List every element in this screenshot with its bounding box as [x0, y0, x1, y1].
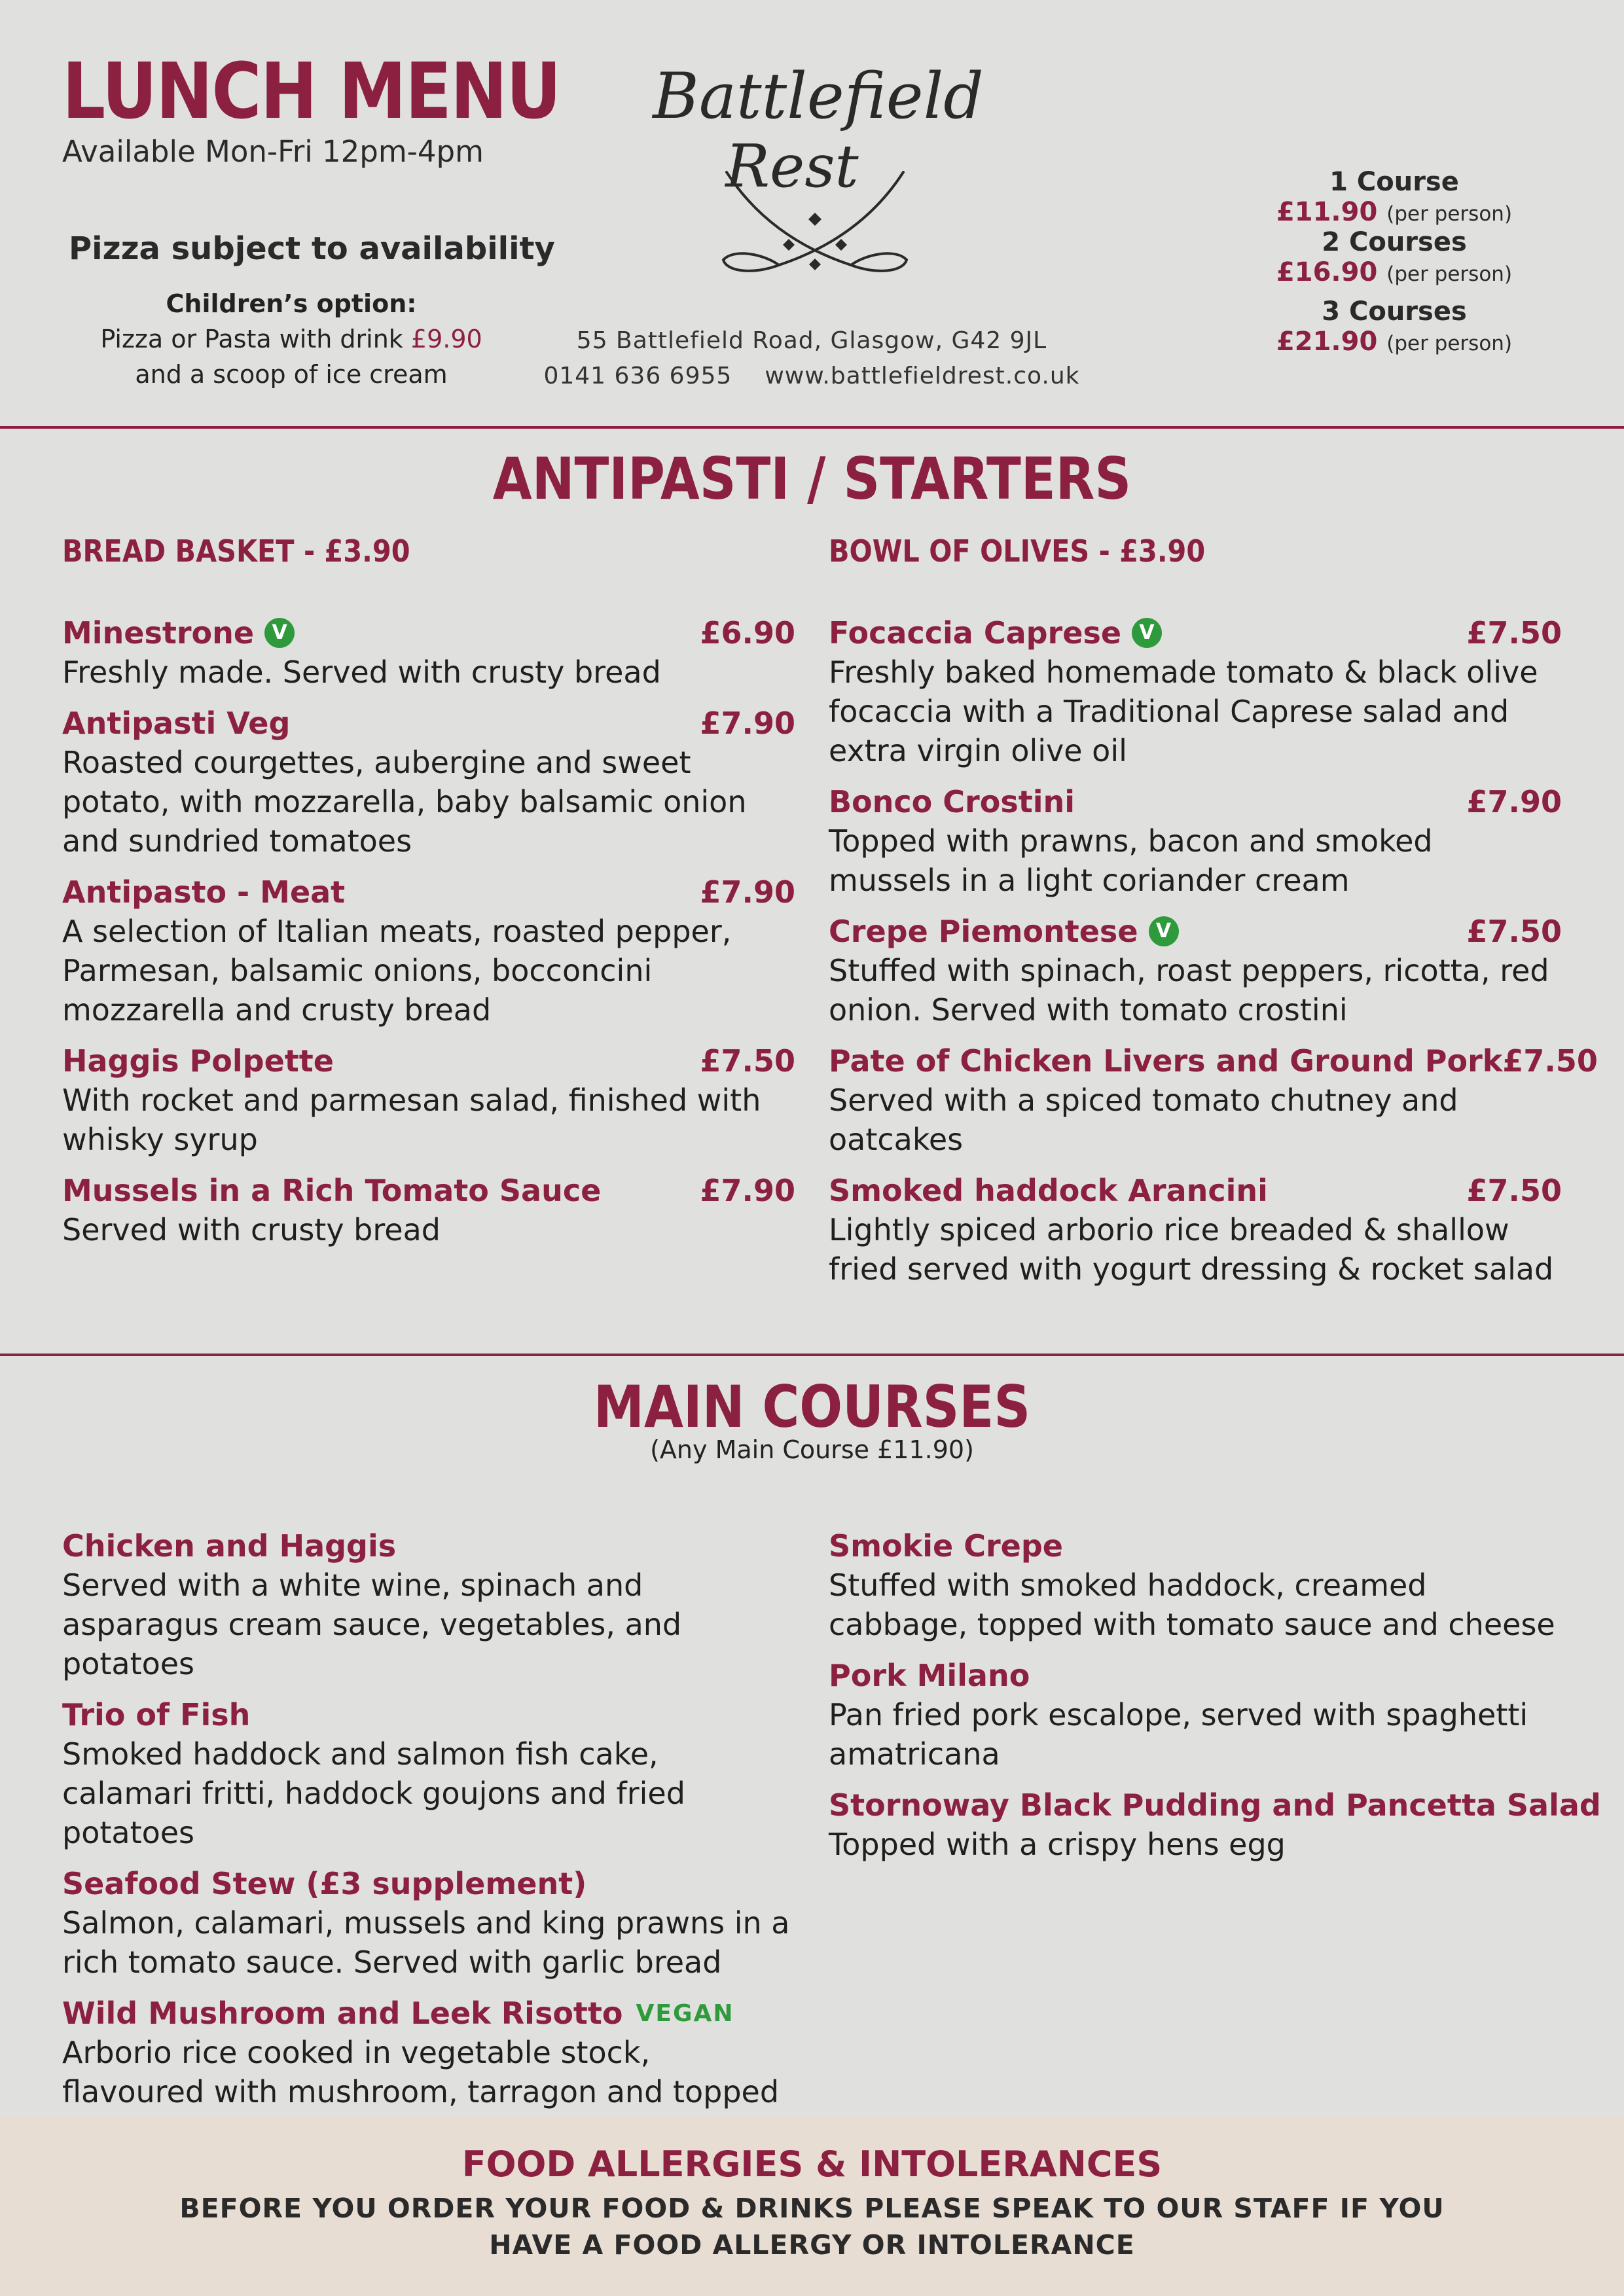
item-name-text: Crepe Piemontese [829, 914, 1138, 949]
menu-item [829, 1171, 1562, 1289]
per-person-note: (per person) [1386, 202, 1513, 226]
item-price: £7.90 [1466, 784, 1562, 819]
item-name: Seafood Stew (£3 supplement) [62, 1866, 587, 1901]
item-name: Smoked haddock Arancini [829, 1173, 1268, 1208]
item-price: £7.90 [700, 874, 795, 910]
menu-item [62, 1864, 795, 1982]
course-label: 1 Course [1329, 167, 1459, 197]
item-description: Served with crusty bread [62, 1212, 441, 1247]
item-price: £7.50 [1466, 615, 1562, 651]
phone-number: 0141 636 6955 [543, 363, 732, 389]
menu-item [829, 1526, 1562, 1644]
menu-title: LUNCH MENU [62, 46, 560, 136]
item-price: £7.90 [700, 706, 795, 741]
per-person-note: (per person) [1386, 262, 1513, 286]
item-name: Bonco Crostini [829, 784, 1075, 819]
item-name: Pate of Chicken Livers and Ground Pork [829, 1043, 1503, 1079]
menu-item [62, 1171, 795, 1249]
section-divider [0, 1354, 1624, 1356]
allergy-banner [0, 2117, 1624, 2296]
course-price: £16.90 [1276, 257, 1378, 287]
item-description: Pan fried pork escalope, served with spaghetti amatricana [829, 1697, 1528, 1772]
course-price: £11.90 [1276, 197, 1378, 227]
item-name: Chicken and Haggis [62, 1528, 397, 1564]
battlefield-rest-logo [641, 49, 988, 288]
course-price-3 [1263, 296, 1525, 357]
pizza-note: Pizza subject to availability [69, 230, 555, 267]
starters-left-column [62, 613, 795, 1261]
item-name-text: Focaccia Caprese [829, 615, 1122, 651]
starters-right-column [829, 613, 1598, 1300]
item-description: A selection of Italian meats, roasted pepper, Parmesan, balsamic onions, bocconcini mozzarella and crusty bread [62, 914, 732, 1028]
item-price: £7.50 [700, 1043, 795, 1079]
availability-hours: Available Mon-Fri 12pm-4pm [62, 134, 484, 169]
address: 55 Battlefield Road, Glasgow, G42 9JL [576, 327, 1047, 354]
website: www.battlefieldrest.co.uk [765, 363, 1080, 389]
course-prices [1263, 167, 1525, 357]
item-name: Smokie Crepe [829, 1528, 1064, 1564]
mains-left-column [62, 1526, 795, 2162]
children-option-text: Pizza or Pasta with drink [100, 325, 411, 353]
allergy-line1: BEFORE YOU ORDER YOUR FOOD & DRINKS PLEASE SPEAK TO OUR STAFF IF YOU [179, 2193, 1445, 2224]
menu-item [829, 782, 1562, 900]
item-description: Lightly spiced arborio rice breaded & shallow fried served with yogurt dressing & rocket salad [829, 1212, 1554, 1287]
item-description: Salmon, calamari, mussels and king prawns in a rich tomato sauce. Served with garlic bread [62, 1905, 790, 1980]
item-name [829, 914, 1179, 949]
mains-title: MAIN COURSES [593, 1373, 1031, 1441]
menu-item [829, 1656, 1562, 1774]
children-option-title: Children’s option: [166, 289, 417, 318]
item-description: Stuffed with spinach, roast peppers, ricotta, red onion. Served with tomato crostini [829, 953, 1549, 1028]
children-option-price: £9.90 [410, 325, 482, 353]
logo-diamonds-icon [783, 213, 847, 270]
item-name [62, 1996, 734, 2031]
course-label: 2 Courses [1322, 227, 1467, 257]
item-description: With rocket and parmesan salad, finished with whisky syrup [62, 1083, 761, 1157]
section-divider [0, 426, 1624, 429]
course-price: £21.90 [1276, 327, 1378, 357]
item-price: £7.90 [700, 1173, 795, 1208]
item-price: £7.50 [1502, 1043, 1598, 1079]
item-description: Served with a white wine, spinach and asparagus cream sauce, vegetables, and potatoes [62, 1568, 682, 1681]
bowl-of-olives-heading: BOWL OF OLIVES - £3.90 [829, 533, 1206, 569]
course-price-1 [1263, 167, 1525, 227]
item-description: Arborio rice cooked in vegetable stock, flavoured with mushroom, tarragon and topped [62, 2035, 780, 2109]
vegetarian-badge-icon: V [264, 618, 295, 648]
item-price: £7.50 [1466, 914, 1562, 949]
children-option-line1 [65, 321, 517, 357]
item-price: £6.90 [700, 615, 795, 651]
menu-item [62, 613, 795, 692]
mains-right-column [829, 1526, 1601, 1876]
menu-item [829, 1785, 1601, 1864]
logo-text-rest: Rest [725, 132, 859, 201]
course-price-line [1263, 327, 1525, 357]
logo-text-battlefield: Battlefield [653, 60, 984, 133]
item-name: Pork Milano [829, 1658, 1030, 1693]
menu-item [62, 1041, 795, 1159]
item-description: Roasted courgettes, aubergine and sweet potato, with mozzarella, baby balsamic onion and sundried tomatoes [62, 745, 747, 859]
course-price-line [1263, 197, 1525, 227]
item-name-text: Minestrone [62, 615, 255, 651]
item-description: Served with a spiced tomato chutney and oatcakes [829, 1083, 1458, 1157]
bread-basket-heading: BREAD BASKET - £3.90 [62, 533, 410, 569]
allergy-notice [0, 2190, 1624, 2263]
starters-title: ANTIPASTI / STARTERS [492, 445, 1132, 512]
children-option-line2: and a scoop of ice cream [135, 360, 448, 389]
allergy-title: FOOD ALLERGIES & INTOLERANCES [461, 2144, 1163, 2185]
contact-block [543, 323, 1080, 394]
item-name: Antipasto - Meat [62, 874, 346, 910]
item-name-text: Wild Mushroom and Leek Risotto [62, 1996, 623, 2031]
vegetarian-badge-icon: V [1149, 916, 1179, 946]
course-price-2 [1263, 227, 1525, 287]
course-price-line [1263, 257, 1525, 287]
item-description: Topped with a crispy hens egg [829, 1827, 1286, 1862]
per-person-note: (per person) [1386, 332, 1513, 355]
vegetarian-badge-icon: V [1132, 618, 1162, 648]
menu-item [829, 912, 1562, 1030]
item-description: Freshly baked homemade tomato & black olive focaccia with a Traditional Caprese salad and extra virgin olive oil [829, 655, 1538, 768]
menu-item [829, 1041, 1598, 1159]
menu-item [829, 613, 1562, 770]
allergy-line2: HAVE A FOOD ALLERGY OR INTOLERANCE [489, 2229, 1135, 2261]
menu-item [62, 1526, 795, 1683]
contact-line [543, 359, 1080, 394]
item-description: Topped with prawns, bacon and smoked mussels in a light coriander cream [829, 823, 1433, 898]
item-description: Freshly made. Served with crusty bread [62, 655, 661, 690]
item-name [829, 615, 1162, 651]
item-name: Antipasti Veg [62, 706, 291, 741]
course-label: 3 Courses [1322, 296, 1467, 327]
mains-subtitle: (Any Main Course £11.90) [650, 1435, 974, 1464]
menu-item [62, 1695, 795, 1852]
item-name: Mussels in a Rich Tomato Sauce [62, 1173, 602, 1208]
item-name: Trio of Fish [62, 1697, 251, 1732]
item-name: Haggis Polpette [62, 1043, 334, 1079]
item-price: £7.50 [1466, 1173, 1562, 1208]
menu-item [62, 872, 795, 1030]
item-description: Smoked haddock and salmon fish cake, calamari fritti, haddock goujons and fried potatoes [62, 1736, 685, 1850]
vegan-tag: VEGAN [636, 2000, 734, 2027]
item-description: Stuffed with smoked haddock, creamed cabbage, topped with tomato sauce and cheese [829, 1568, 1555, 1642]
item-name: Stornoway Black Pudding and Pancetta Salad [829, 1787, 1601, 1823]
children-option [65, 286, 517, 392]
item-name [62, 615, 295, 651]
menu-item [62, 704, 795, 861]
